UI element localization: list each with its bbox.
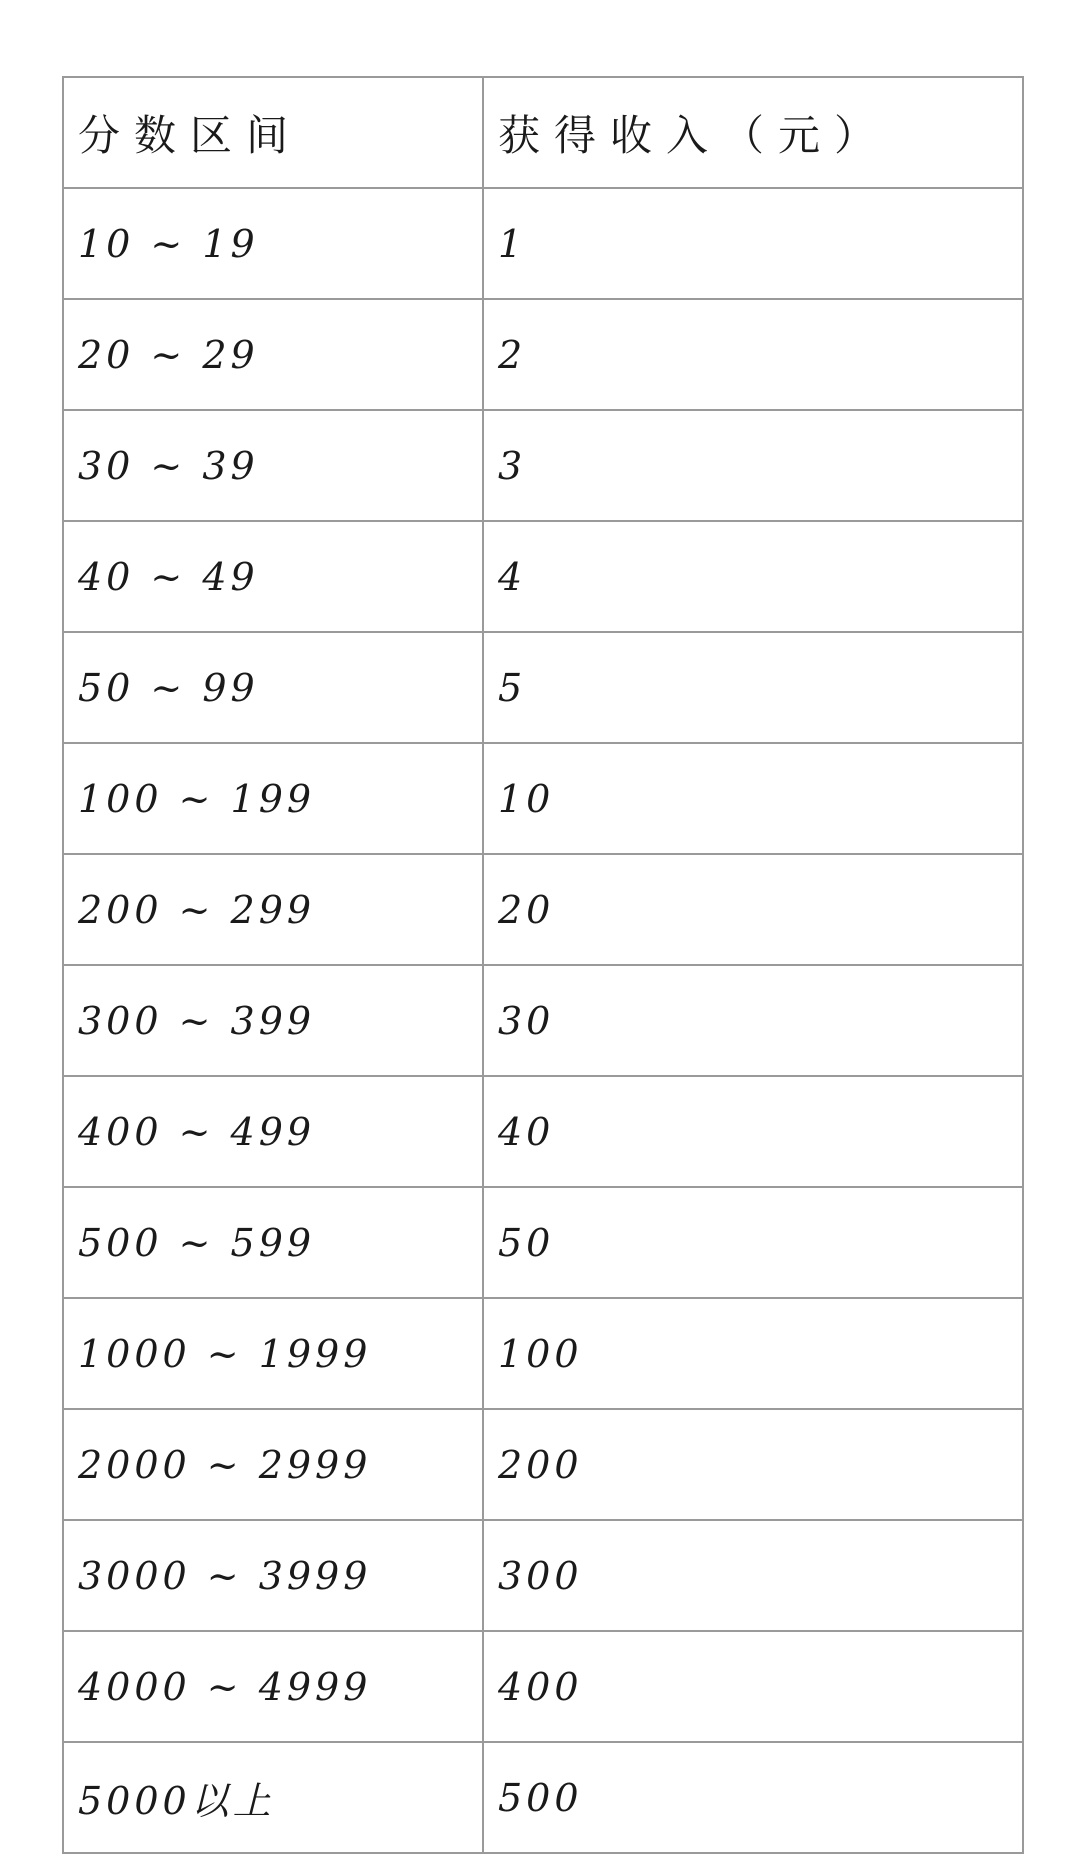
income-cell: 300 — [483, 1520, 1023, 1631]
score-range-cell: 2000 ~ 2999 — [63, 1409, 483, 1520]
table-row — [63, 1631, 1023, 1742]
table-row — [63, 299, 1023, 410]
score-range-cell: 4000 ~ 4999 — [63, 1631, 483, 1742]
income-cell: 500 — [483, 1742, 1023, 1853]
income-cell: 10 — [483, 743, 1023, 854]
table-row — [63, 1409, 1023, 1520]
table-row — [63, 188, 1023, 299]
table-row — [63, 632, 1023, 743]
score-range-cell: 500 ~ 599 — [63, 1187, 483, 1298]
header-income: 获得收入（元） — [483, 77, 1023, 188]
table-row — [63, 521, 1023, 632]
income-cell: 100 — [483, 1298, 1023, 1409]
table-row — [63, 965, 1023, 1076]
table-row — [63, 410, 1023, 521]
table-row — [63, 1076, 1023, 1187]
score-range-cell: 50 ~ 99 — [63, 632, 483, 743]
table-row — [63, 1298, 1023, 1409]
score-range-cell: 100 ~ 199 — [63, 743, 483, 854]
income-cell: 1 — [483, 188, 1023, 299]
score-income-table-container — [62, 76, 1022, 1854]
score-range-cell: 20 ~ 29 — [63, 299, 483, 410]
score-range-cell: 30 ~ 39 — [63, 410, 483, 521]
score-range-cell: 400 ~ 499 — [63, 1076, 483, 1187]
table-row — [63, 1520, 1023, 1631]
score-range-cell: 3000 ~ 3999 — [63, 1520, 483, 1631]
score-range-cell: 300 ~ 399 — [63, 965, 483, 1076]
score-range-cell: 5000以上 — [63, 1742, 483, 1853]
income-cell: 3 — [483, 410, 1023, 521]
income-cell: 30 — [483, 965, 1023, 1076]
table-row — [63, 1742, 1023, 1853]
header-score-range: 分数区间 — [63, 77, 483, 188]
score-range-cell: 200 ~ 299 — [63, 854, 483, 965]
income-cell: 200 — [483, 1409, 1023, 1520]
score-income-table — [62, 76, 1024, 1854]
score-range-cell: 1000 ~ 1999 — [63, 1298, 483, 1409]
income-cell: 400 — [483, 1631, 1023, 1742]
income-cell: 40 — [483, 1076, 1023, 1187]
income-cell: 20 — [483, 854, 1023, 965]
table-row — [63, 854, 1023, 965]
score-range-cell: 40 ~ 49 — [63, 521, 483, 632]
table-row — [63, 743, 1023, 854]
table-row — [63, 1187, 1023, 1298]
income-cell: 50 — [483, 1187, 1023, 1298]
table-header-row — [63, 77, 1023, 188]
score-range-cell: 10 ~ 19 — [63, 188, 483, 299]
income-cell: 5 — [483, 632, 1023, 743]
income-cell: 2 — [483, 299, 1023, 410]
income-cell: 4 — [483, 521, 1023, 632]
